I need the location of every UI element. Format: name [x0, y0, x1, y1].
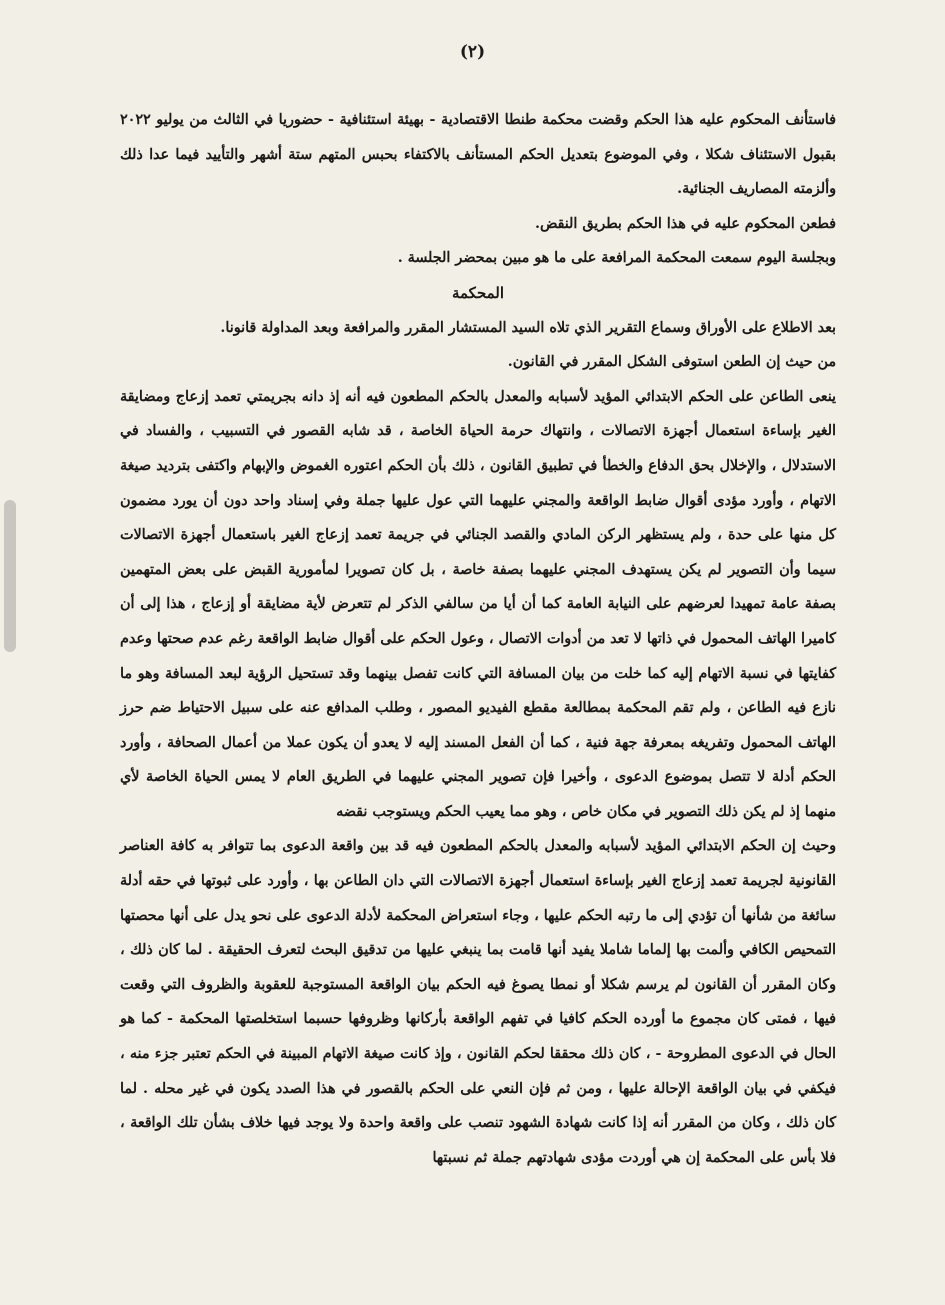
scrollbar-thumb[interactable]	[4, 500, 16, 652]
paragraph-grounds: ينعى الطاعن على الحكم الابتدائي المؤيد لأسبابه والمعدل بالحكم المطعون فيه أنه إذ دانه بجريمتي تعمد إزعاج ومضايقة الغير بإساءة استعمال أجهزة الاتصالات ، وانتهاك حرمة الحياة الخاصة ، قد شابه القصور في التسبيب ، والفساد في الاستدلال ، والإخلال بحق الدفاع والخطأ في تطبيق القانون ، ذلك بأن الحكم اعتوره الغموض والإبهام واكتفى بترديد صيغة الاتهام ، وأورد مؤدى أقوال ضابط الواقعة والمجني عليهما التي عول عليها جملة وفي إسناد واحد دون أن يورد مضمون كل منها على حدة ، ولم يستظهر الركن المادي والقصد الجنائي في جريمة تعمد إزعاج الغير باستعمال أجهزة الاتصالات سيما وأن التصوير لم يكن يستهدف المجني عليهما بصفة خاصة ، بل كان تصويرا لمأمورية القبض على بعض المتهمين بصفة عامة تمهيدا لعرضهم على النيابة العامة كما أن أيا من سالفي الذكر لم تتعرض لأية مضايقة أو إزعاج ، هذا إلى أن كاميرا الهاتف المحمول في ذاتها لا تعد من أدوات الاتصال ، وعول الحكم على أقوال ضابط الواقعة رغم عدم صحتها وعدم كفايتها في نسبة الاتهام إليه كما خلت من بيان المسافة التي كانت تفصل بينهما وقد تستحيل الرؤية لبعد المسافة وهو ما نازع فيه الطاعن ، ولم تقم المحكمة بمطالعة مقطع الفيديو المصور ، وطلب المدافع عنه على سبيل الاحتياط ضم حرز الهاتف المحمول وتفريغه بمعرفة جهة فنية ، كما أن الفعل المسند إليه لا يعدو أن يكون عملا من أعمال الصحافة ، وأورد الحكم أدلة لا تتصل بموضوع الدعوى ، وأخيرا فإن تصوير المجني عليهما في الطريق العام لا يمس الحياة الخاصة لأي منهما إذ لم يكن ذلك التصوير في مكان خاص ، وهو مما يعيب الحكم ويستوجب نقضه	[120, 388, 836, 820]
paragraph-session: وبجلسة اليوم سمعت المحكمة المرافعة على ما هو مبين بمحضر الجلسة .	[397, 250, 836, 267]
document-body	[120, 103, 836, 1175]
page-number: (٢)	[459, 42, 486, 62]
paragraph-form: من حيث إن الطعن استوفى الشكل المقرر في القانون.	[507, 354, 836, 371]
paragraph-appeal: فاستأنف المحكوم عليه هذا الحكم وقضت محكمة طنطا الاقتصادية - بهيئة استئنافية - حضوريا في الثالث من يوليو ٢٠٢٢ بقبول الاستئناف شكلا ، وفي الموضوع بتعديل الحكم المستأنف بالاكتفاء بحبس المتهم ستة أشهر والتأييد فيما عدا ذلك وألزمته المصاريف الجنائية.	[120, 112, 836, 198]
paragraph-ruling: وحيث إن الحكم الابتدائي المؤيد لأسبابه والمعدل بالحكم المطعون فيه قد بين واقعة الدعوى بما تتوافر به كافة العناصر القانونية لجريمة تعمد إزعاج الغير بإساءة استعمال أجهزة الاتصالات التي دان الطاعن بها ، وأورد على ثبوتها في حقه أدلة سائغة من شأنها أن تؤدي إلى ما رتبه الحكم عليها ، وجاء استعراض المحكمة لأدلة الدعوى على نحو يدل على أنها محصتها التمحيص الكافي وألمت بها إلماما شاملا يفيد أنها قامت بما ينبغي عليها من تدقيق البحث لتعرف الحقيقة . لما كان ذلك ، وكان المقرر أن القانون لم يرسم شكلا أو نمطا يصوغ فيه الحكم بيان الواقعة المستوجبة للعقوبة والظروف التي وقعت فيها ، فمتى كان مجموع ما أورده الحكم كافيا في تفهم الواقعة بأركانها وظروفها حسبما استخلصتها المحكمة - كما هو الحال في الدعوى المطروحة - ، كان ذلك محققا لحكم القانون ، وإذ كانت صيغة الاتهام المبينة في الحكم تعتبر جزء منه ، فيكفي في بيان الواقعة الإحالة عليها ، ومن ثم فإن النعي على الحكم بالقصور في هذا الصدد يكون في غير محله . لما كان ذلك ، وكان من المقرر أنه إذا كانت شهادة الشهود تنصب على واقعة واحدة ولا يوجد فيها خلاف بشأن تلك الواقعة ، فلا بأس على المحكمة إن هي أوردت مؤدى شهادتهم جملة ثم نسبتها	[120, 838, 836, 1166]
section-heading-court: المحكمة	[451, 283, 505, 302]
paragraph-cassation-appeal: فطعن المحكوم عليه في هذا الحكم بطريق النقض.	[535, 215, 836, 232]
paragraph-review: بعد الاطلاع على الأوراق وسماع التقرير الذي تلاه السيد المستشار المقرر والمرافعة وبعد المداولة قانونا.	[220, 319, 836, 336]
